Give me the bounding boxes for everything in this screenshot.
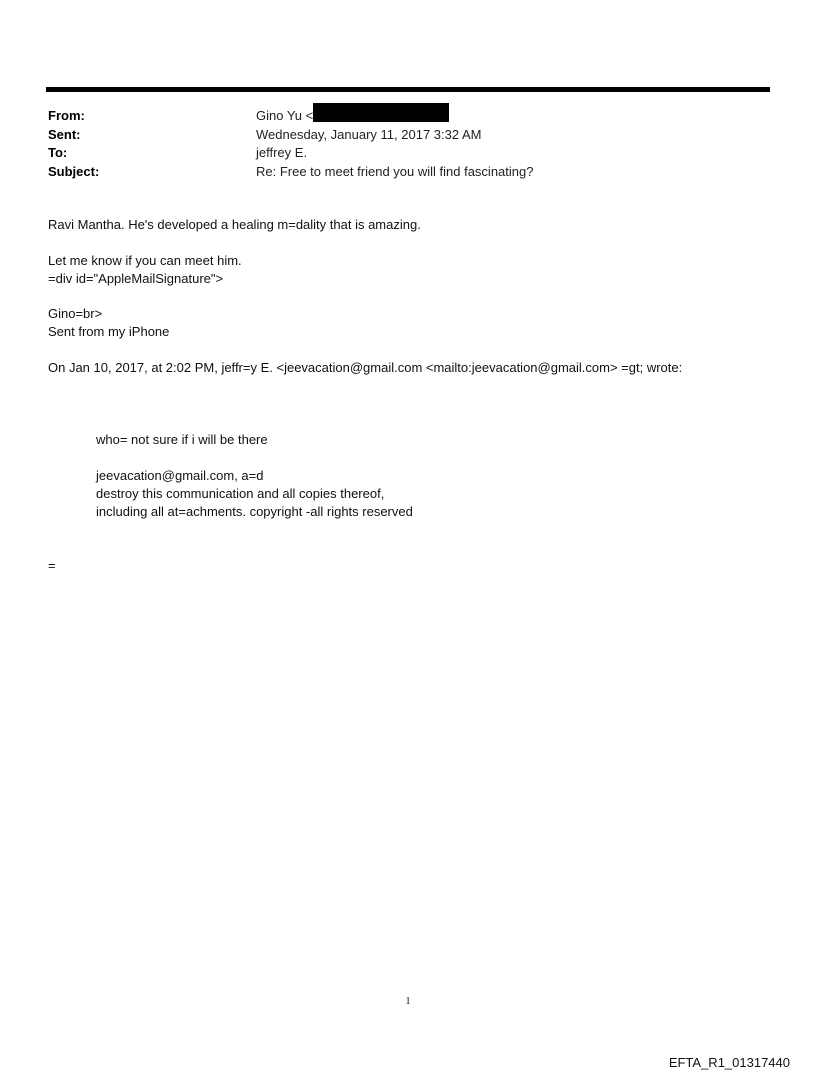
body-line-1: Ravi Mantha. He's developed a healing m=dality that is amazing. — [48, 217, 421, 232]
sent-label: Sent: — [48, 126, 81, 142]
signature-line: Gino=br> — [48, 306, 103, 321]
quoted-line-2: jeevacation@gmail.com, a=d — [96, 468, 264, 483]
to-label: To: — [48, 145, 68, 160]
subject-label: Subject: — [48, 163, 100, 179]
to-value: jeffrey E. — [256, 145, 308, 160]
from-row — [48, 107, 768, 126]
header-divider — [46, 87, 770, 92]
sent-row — [48, 126, 768, 145]
sent-from-line: Sent from my iPhone — [48, 324, 170, 339]
reply-attribution: On Jan 10, 2017, at 2:02 PM, jeffr=y E. <jeevacation@gmail.com <mailto:jeevacation@gmail.com> =gt; wrote: — [48, 360, 683, 375]
from-name: Gino Yu < — [256, 108, 314, 123]
subject-value: Re: Free to meet friend you will find fascinating? — [256, 163, 534, 179]
redaction-block — [313, 103, 449, 122]
body-line-3: =div id="AppleMailSignature"> — [48, 271, 224, 286]
sent-value: Wednesday, January 11, 2017 3:32 AM — [256, 126, 482, 142]
subject-row — [48, 163, 768, 182]
to-row — [48, 144, 768, 163]
document-id: EFTA_R1_01317440 — [668, 1055, 790, 1070]
trailing-mark: = — [48, 558, 56, 573]
quoted-line-4: including all at=achments. copyright -all rights reserved — [96, 504, 413, 519]
from-value — [256, 107, 449, 126]
body-line-2: Let me know if you can meet him. — [48, 253, 242, 268]
quoted-line-3: destroy this communication and all copies thereof, — [96, 486, 385, 501]
email-header — [48, 107, 768, 181]
page-number: 1 — [405, 995, 411, 1007]
quoted-line-1: who= not sure if i will be there — [96, 432, 268, 447]
from-label: From: — [48, 108, 85, 123]
